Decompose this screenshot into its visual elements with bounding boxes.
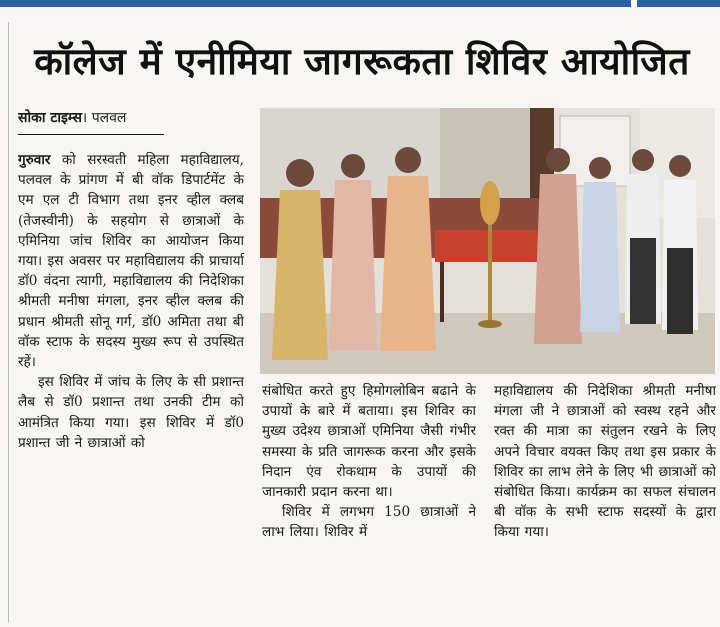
top-rule-gap (631, 0, 637, 7)
news-photo-illustration (260, 108, 715, 374)
article-paragraph: इस शिविर में जांच के लिए के सी प्रशान्त लैब से डॉ0 प्रशान्त तथा उनकी टीम को आमंत्रित किया गया। इस शिविर में डॉ0 प्रशान्त जी ने छात्राओं को (18, 374, 244, 451)
dateline: गुरुवार (18, 152, 51, 168)
article-paragraph: महाविद्यालय की निदेशिका श्रीमती मनीषा मंगला जी ने छात्राओं को स्वस्थ रहने और रक्त की मात्रा का संतुलन रखने के लिए अपने विचार वयक्त किए तथा इस प्रकार के शिविर का लाभ लेने के लिए भी छात्राओं को संबोधित किया। कार्यक्रम का सफल संचालन बी वॉक के सभी स्टाफ सदस्यों के द्वारा किया गया। (494, 383, 716, 541)
article-column-1 (18, 150, 244, 620)
column-divider-rule (8, 22, 9, 622)
top-rule (0, 0, 720, 7)
byline-separator: । (81, 110, 88, 126)
paragraph-text: को सरस्वती महिला महाविद्यालय, पलवल के प्रांगण में बी वॉक डिपार्टमेंट के एम एल टी विभाग तथा इनर व्हील क्लब (तेजस्वीनी) के सहयोग से छात्राओं के एमिनिया जांच शिविर का आयोजन किया गया। इस अवसर पर महाविद्यालय की प्राचार्या डॉ0 वंदना त्यागी, महाविद्यालय की निदेशिका श्रीमती मनीषा मंगला, इनर व्हील क्लब की प्रधान श्रीमती सोनू गर्ग, डॉ0 अमिता तथा बी वॉक स्टाफ के सदस्य मुख्य रूप से उपस्थित रहें। (18, 152, 244, 371)
article-column-3 (494, 381, 716, 621)
headline: कॉलेज में एनीमिया जागरूकता शिविर आयोजित (34, 40, 690, 83)
article-paragraph: शिविर में लगभग 150 छात्राओं ने लाभ लिया। शिविर में (262, 504, 476, 541)
article-paragraph: संबोधित करते हुए हिमोगलोबिन बढाने के उपायों के बारे में बताया। इस शिविर का मुख्य उदेश्य छात्राओं एमिनिया जैसी गंभीर समस्या के प्रति जागरूक करना और इसके निदान एंव रोकथाम के उपायों की जानकारी प्रदान करना था। (262, 383, 476, 501)
article-paragraph (18, 150, 244, 372)
byline (18, 108, 164, 135)
byline-place: पलवल (91, 110, 127, 126)
article-column-2 (262, 381, 476, 621)
news-photo (260, 108, 715, 374)
byline-source: सोका टाइम्स (18, 110, 82, 126)
